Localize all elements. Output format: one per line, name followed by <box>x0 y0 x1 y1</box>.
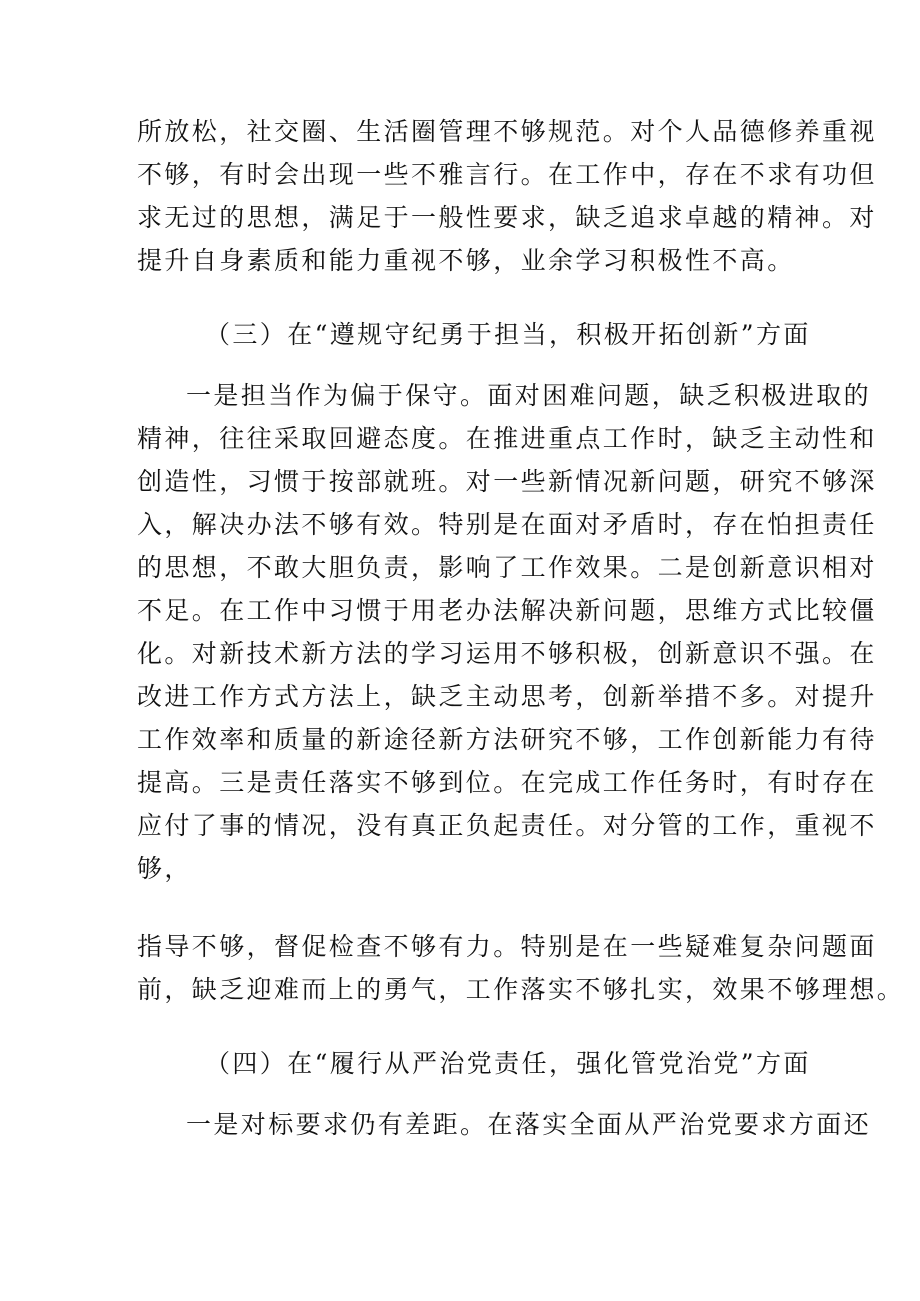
paragraph-line: 所放松，社交圈、生活圈管理不够规范。对个人品德修养重视 <box>137 117 877 146</box>
paragraph-line: 化。对新技术新方法的学习运用不够积极，创新意识不强。在 <box>137 639 877 668</box>
paragraph-line: 创造性，习惯于按部就班。对一些新情况新问题，研究不够深 <box>137 467 877 496</box>
paragraph-line: 应付了事的情况，没有真正负起责任。对分管的工作，重视不 <box>137 811 877 840</box>
paragraph-line: 一是对标要求仍有差距。在落实全面从严治党要求方面还 <box>186 1110 872 1139</box>
paragraph-line: 改进工作方式方法上，缺乏主动思考，创新举措不多。对提升 <box>137 682 877 711</box>
paragraph-line: 提升自身素质和能力重视不够，业余学习积极性不高。 <box>137 246 795 275</box>
paragraph-line: 够， <box>137 854 192 883</box>
paragraph-line: 求无过的思想，满足于一般性要求，缺乏追求卓越的精神。对 <box>137 203 877 232</box>
paragraph-line: 前，缺乏迎难而上的勇气，工作落实不够扎实，效果不够理想。 <box>137 975 905 1004</box>
paragraph-line: 不足。在工作中习惯于用老办法解决新问题，思维方式比较僵 <box>137 596 877 625</box>
paragraph-line: 精神，往往采取回避态度。在推进重点工作时，缺乏主动性和 <box>137 424 877 453</box>
paragraph-line: 一是担当作为偏于保守。面对困难问题，缺乏积极进取的 <box>186 381 872 410</box>
paragraph-line: 不够，有时会出现一些不雅言行。在工作中，存在不求有功但 <box>137 160 877 189</box>
paragraph-line: 提高。三是责任落实不够到位。在完成工作任务时，有时存在 <box>137 768 877 797</box>
section-heading-4: （四）在“履行从严治党责任，强化管党治党”方面 <box>205 1049 811 1078</box>
section-heading-3: （三）在“遵规守纪勇于担当，积极开拓创新”方面 <box>205 320 811 349</box>
paragraph-line: 指导不够，督促检查不够有力。特别是在一些疑难复杂问题面 <box>137 932 877 961</box>
paragraph-line: 的思想，不敢大胆负责，影响了工作效果。二是创新意识相对 <box>137 553 877 582</box>
paragraph-line: 入，解决办法不够有效。特别是在面对矛盾时，存在怕担责任 <box>137 510 877 539</box>
paragraph-line: 工作效率和质量的新途径新方法研究不够，工作创新能力有待 <box>137 725 877 754</box>
